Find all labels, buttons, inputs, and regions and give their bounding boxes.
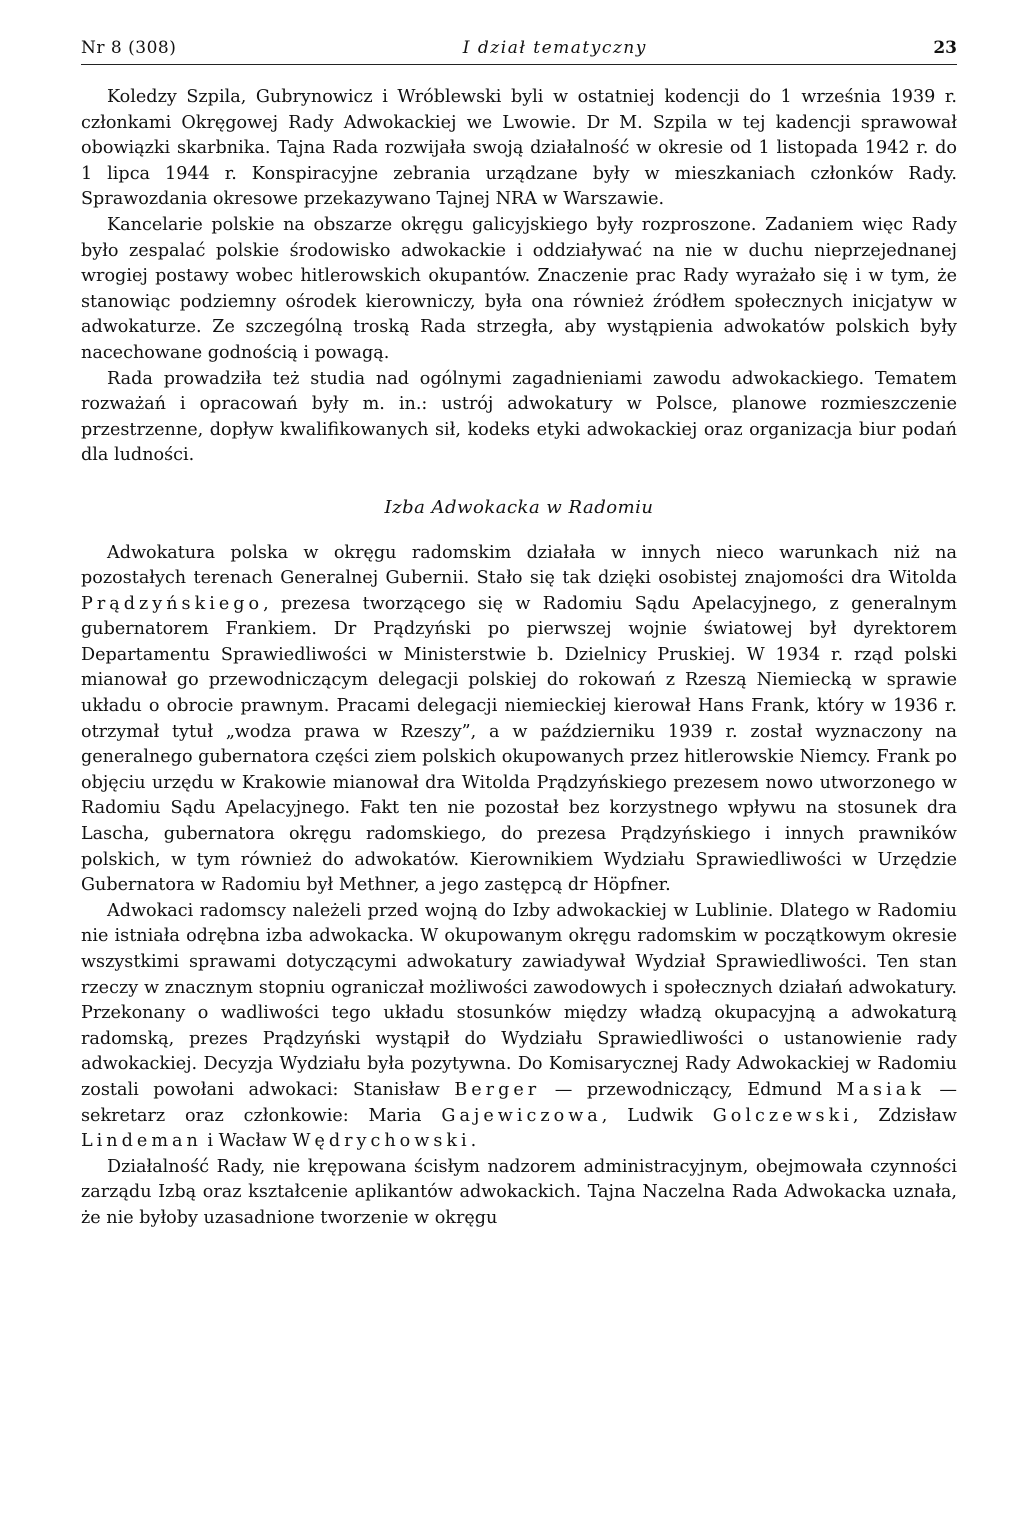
paragraph-5-text-c: — sekretarz oraz członkowie: Maria (81, 1079, 957, 1126)
issue-number: Nr 8 (308) (81, 38, 177, 58)
paragraph-4 (81, 541, 957, 899)
document-page (81, 38, 957, 1232)
paragraph-6: Działalność Rady, nie krępowana ścisłym nadzorem administracyjnym, obejmowała czynności zarządu Izbą oraz kształcenie aplikantów adwokackich. Tajna Naczelna Rada Adwokacka uznała, że nie byłoby uzasadnione tworzenie w okręgu (81, 1156, 957, 1228)
person-name-golczewski: Golczewski (712, 1105, 853, 1126)
paragraph-4-text-b: , prezesa tworzącego się w Radomiu Sądu Apelacyjnego, z generalnym gubernatorem Frankiem. Dr Prądzyński po pierwszej wojnie światowej był dyrektorem Departamentu Sprawiedliwości w Ministerstwie b. Dzielnicy Pruskiej. W 1934 r. rząd polski mianował go przewodniczącym delegacji polskiej do rokowań z Rzeszą Niemiecką w sprawie układu o obrocie prawnym. Pracami delegacji niemieckiej kierował Hans Frank, który w 1936 r. otrzymał tytuł „wodza prawa w Rzeszy”, a w październiku 1939 r. został wyznaczony na generalnego gubernatora części ziem polskich okupowanych przez hitlerowskie Niemcy. Frank po objęciu urzędu w Krakowie mianował dra Witolda Prądzyńskiego prezesem nowo utworzonego w Radomiu Sądu Apelacyjnego. Fakt ten nie pozostał bez korzystnego wpływu na stosunek dra Lascha, gubernatora okręgu radomskiego, do prezesa Prądzyńskiego i innych prawników polskich, w tym również do adwokatów. Kierownikiem Wydziału Sprawiedliwości w Urzędzie Gubernatora w Radomiu był Methner, a jego zastępcą dr Höpfner. (81, 593, 957, 896)
paragraph-5-text-b: — przewodniczący, Edmund (540, 1079, 837, 1100)
running-header (81, 38, 957, 65)
person-name-pradzynski: Prądzyńskiego (81, 593, 264, 614)
paragraph-5-text-a: Adwokaci radomscy należeli przed wojną do Izby adwokackiej w Lublinie. Dlatego w Radomiu nie istniała odrębna izba adwokacka. W okupowanym okręgu radomskim w początkowym okresie wszystkimi sprawami dotyczącymi adwokatury zawiadywał Wydział Sprawiedliwości. Ten stan rzeczy w znacznym stopniu ograniczał możliwości zawodowych i społecznych działań adwokatury. Przekonany o wadliwości tego układu stosunków między władzą okupacyjną a adwokaturą radomską, prezes Prądzyński wystąpił do Wydziału Sprawiedliwości o ustanowienie rady adwokackiej. Decyzja Wydziału była pozytywna. Do Komisarycznej Rady Adwokackiej w Radomiu zostali powołani adwokaci: Stanisław (81, 900, 957, 1100)
person-name-berger: Berger (454, 1079, 541, 1100)
section-title: I dział tematyczny (462, 38, 647, 58)
person-name-wedrychowski: Wędrychowski (292, 1131, 471, 1152)
paragraph-4-text-a: Adwokatura polska w okręgu radomskim działała w innych nieco warunkach niż na pozostałych terenach Generalnej Gubernii. Stało się tak dzięki osobistej znajomości dra Witolda (81, 542, 957, 589)
paragraph-5-text-d: , Ludwik (601, 1105, 713, 1126)
paragraph-5-text-e: , Zdzisław (852, 1105, 957, 1126)
person-name-gajewiczowa: Gajewiczowa (441, 1105, 602, 1126)
paragraph-5 (81, 899, 957, 1155)
paragraph-5-text-g: . (470, 1131, 477, 1152)
person-name-masiak: Masiak (836, 1079, 925, 1100)
paragraph-5-text-f: i Wacław (201, 1131, 293, 1152)
paragraph-3: Rada prowadziła też studia nad ogólnymi zagadnieniami zawodu adwokackiego. Tematem rozważań i opracowań były m. in.: ustrój adwokatury w Polsce, planowe rozmieszczenie przestrzenne, dopływ kwalifikowanych sił, kodeks etyki adwokackiej oraz organizacja biur podań dla ludności. (81, 368, 957, 466)
section-heading: Izba Adwokacka w Radomiu (384, 496, 654, 518)
paragraph-1: Koledzy Szpila, Gubrynowicz i Wróblewski byli w ostatniej kodencji do 1 września 1939 r. członkami Okręgowej Rady Adwokackiej we Lwowie. Dr M. Szpila w tej kadencji sprawował obowiązki skarbnika. Tajna Rada rozwijała swoją działalność w okresie od 1 listopada 1942 r. do 1 lipca 1944 r. Konspiracyjne zebrania urządzane były w mieszkaniach członków Rady. Sprawozdania okresowe przekazywano Tajnej NRA w Warszawie. (81, 87, 957, 210)
paragraph-2: Kancelarie polskie na obszarze okręgu galicyjskiego były rozproszone. Zadaniem więc Rady było zespalać polskie środowisko adwokackie i oddziaływać na nie w duchu nieprzejednanej wrogiej postawy wobec hitlerowskich okupantów. Znaczenie prac Rady wyrażało się i w tym, że stanowiąc podziemny ośrodek kierowniczy, była ona również źródłem społecznych inicjatyw w adwokaturze. Ze szczególną troską Rada strzegła, aby wystąpienia adwokatów polskich były nacechowane godnością i powagą. (81, 214, 957, 363)
page-number: 23 (933, 38, 957, 58)
article-body (81, 85, 957, 1232)
person-name-lindeman: Lindeman (81, 1131, 202, 1152)
